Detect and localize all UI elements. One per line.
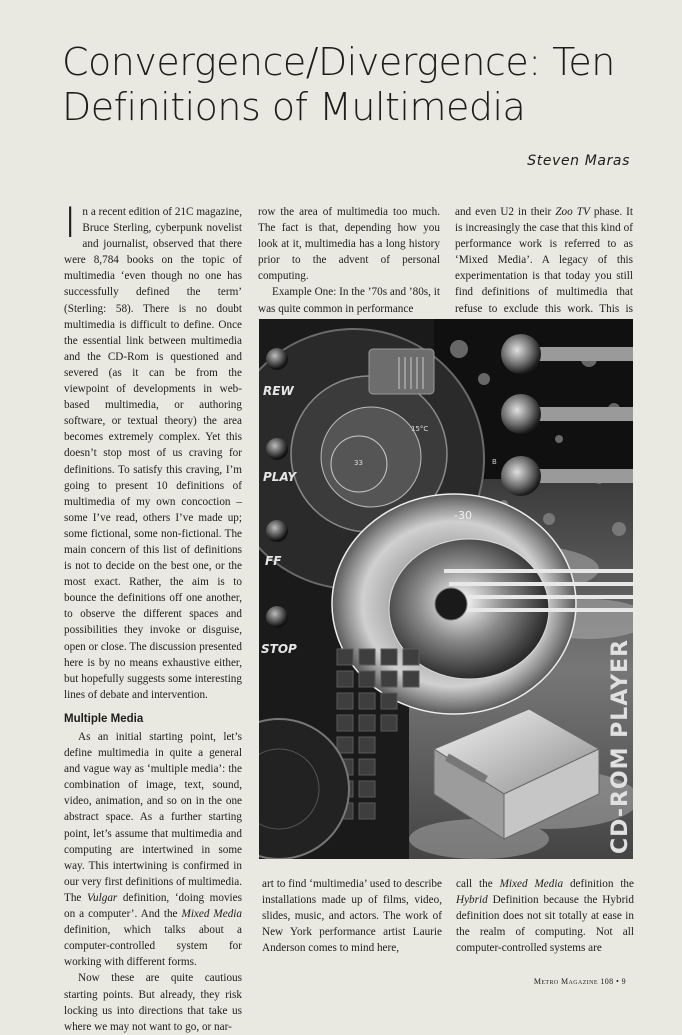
term-mixed-media: Mixed Media: [181, 908, 242, 921]
cd-rom-player-label: CD-ROM PLAYER: [608, 638, 633, 854]
text-column-1: [64, 198, 242, 1035]
footer-issue: 108: [600, 977, 614, 986]
author-byline: Steven Maras: [527, 153, 630, 169]
paragraph-performance-art: art to find ‘multimedia’ used to describe installations made up of films, video, slides, music, and actors. The work of New York performance artist Laurie Anderson comes to mind here,: [262, 878, 442, 955]
label-play: PLAY: [263, 470, 297, 484]
button-stop: [266, 606, 288, 628]
term-hybrid: Hybrid: [456, 894, 488, 907]
text-run: and even U2 in their: [455, 206, 556, 218]
title-line-1: Convergence/Divergence: Ten: [62, 40, 615, 84]
label-rew: REW: [263, 384, 294, 398]
button-play: [266, 438, 288, 460]
paragraph-u2: [455, 204, 633, 333]
paragraph-multiple-media: [64, 729, 242, 970]
knob-column: [501, 334, 633, 496]
cd-hub: [435, 588, 467, 620]
page-footer: [534, 977, 626, 986]
drop-cap: I: [64, 198, 77, 247]
section-heading: Multiple Media: [64, 712, 144, 725]
knob-2: [501, 394, 541, 434]
paragraph-hybrid: [456, 876, 634, 956]
disc-number-33: 33: [354, 459, 363, 467]
term-vulgar: Vulgar: [87, 891, 118, 904]
disc-number-minus30: -30: [454, 509, 472, 522]
paragraph-history: row the area of multimedia too much. The fact is that, depending how you look at it, multimedia has a long history prior to the advent of personal computing.: [258, 206, 440, 283]
text-run: definition, ‘doing movies on a computer’. And the: [64, 891, 242, 921]
label-ff: FF: [265, 554, 282, 568]
illustration-svg: [259, 319, 633, 859]
footer-separator: •: [615, 977, 620, 986]
knob-3: [501, 456, 541, 496]
term-mixed-media: Mixed Media: [499, 878, 564, 890]
letter-mark: B: [492, 458, 497, 466]
cd-rom-illustration: [259, 319, 633, 859]
text-run: phase. It is increasingly the case that this kind of performance work is referred to as ‘Mixed Media’. A legacy of this experimentation is that today you still find definitions of multimedia that refuse to exclude this work. This is: [455, 206, 633, 315]
text-column-3-top: [455, 204, 633, 333]
term-zoo-tv: Zoo TV: [555, 206, 590, 218]
lens-inner: [321, 407, 421, 507]
text-run: definition the: [563, 878, 634, 890]
footer-magazine: Metro Magazine: [533, 977, 598, 986]
intro-text: n a recent edition of 21C magazine, Bruce Sterling, cyberpunk novelist and journalist, observed that there were 8,784 books on the topic of multimedia ‘even though no one has successfully defined the term’ (Sterling: 58). There is no doubt multimedia is difficult to define. Once the essential link between multimedia and the CD-Rom is questioned and severed (as it can be from the viewpoint of developments in web-based multimedia, or authoring software, or textual theory) the area becomes extremely complex. Yet this doesn’t stop most of us craving for definitions. To satisfy this craving, I’m going to present 10 definitions of multimedia of my own concoction – some I’ve read, others I’ve made up; some fictional, some non-fictional. The main concern of this list of definitions is not to decide on the best one, or the most exact. Rather, the aim is to bounce the definitions off one another, to observe the different spaces and possibilities they invoke or disguise, open or close. The discussion presented here is by no means exhaustive either, but hopefully suggests some interesting lines of debate and intervention.: [64, 206, 242, 701]
paragraph-cautious: Now these are quite cautious starting points. But already, they risk locking us into directions that take us where we may not want to go, or nar-: [64, 972, 242, 1033]
title-line-2: Definitions of Multimedia: [62, 85, 526, 129]
device-housing: [369, 349, 434, 394]
paragraph-example-one: Example One: In the ’70s and ’80s, it was quite common in performance: [258, 286, 440, 315]
label-stop: STOP: [261, 642, 297, 656]
article-title: [62, 40, 652, 130]
text-run: call the: [456, 878, 500, 890]
button-rew: [266, 348, 288, 370]
text-column-3-bottom: [456, 876, 634, 956]
knob-1: [501, 334, 541, 374]
intro-paragraph: [64, 198, 242, 703]
text-column-2-top: [258, 204, 440, 317]
text-run: definition, which talks about a computer-controlled system for working with different forms.: [64, 924, 242, 969]
footer-page-number: 9: [621, 977, 626, 986]
disc-number-15: 15°C: [411, 425, 429, 433]
button-ff: [266, 520, 288, 542]
text-column-2-bottom: [262, 876, 442, 956]
text-run: As an initial starting point, let’s define multimedia in quite a general and vague way as ‘multiple media’: the combination of image, text, sound, video, animation, and so on in the one abstract space. As a further starting point, let’s assume that multimedia and computing are intertwined in some way. This intertwining is confirmed in our very first definitions of multimedia. The: [64, 731, 242, 904]
text-run: Definition because the Hybrid definition does not sit totally at ease in the realm of computing. Not all computer-controlled systems are: [456, 894, 634, 955]
